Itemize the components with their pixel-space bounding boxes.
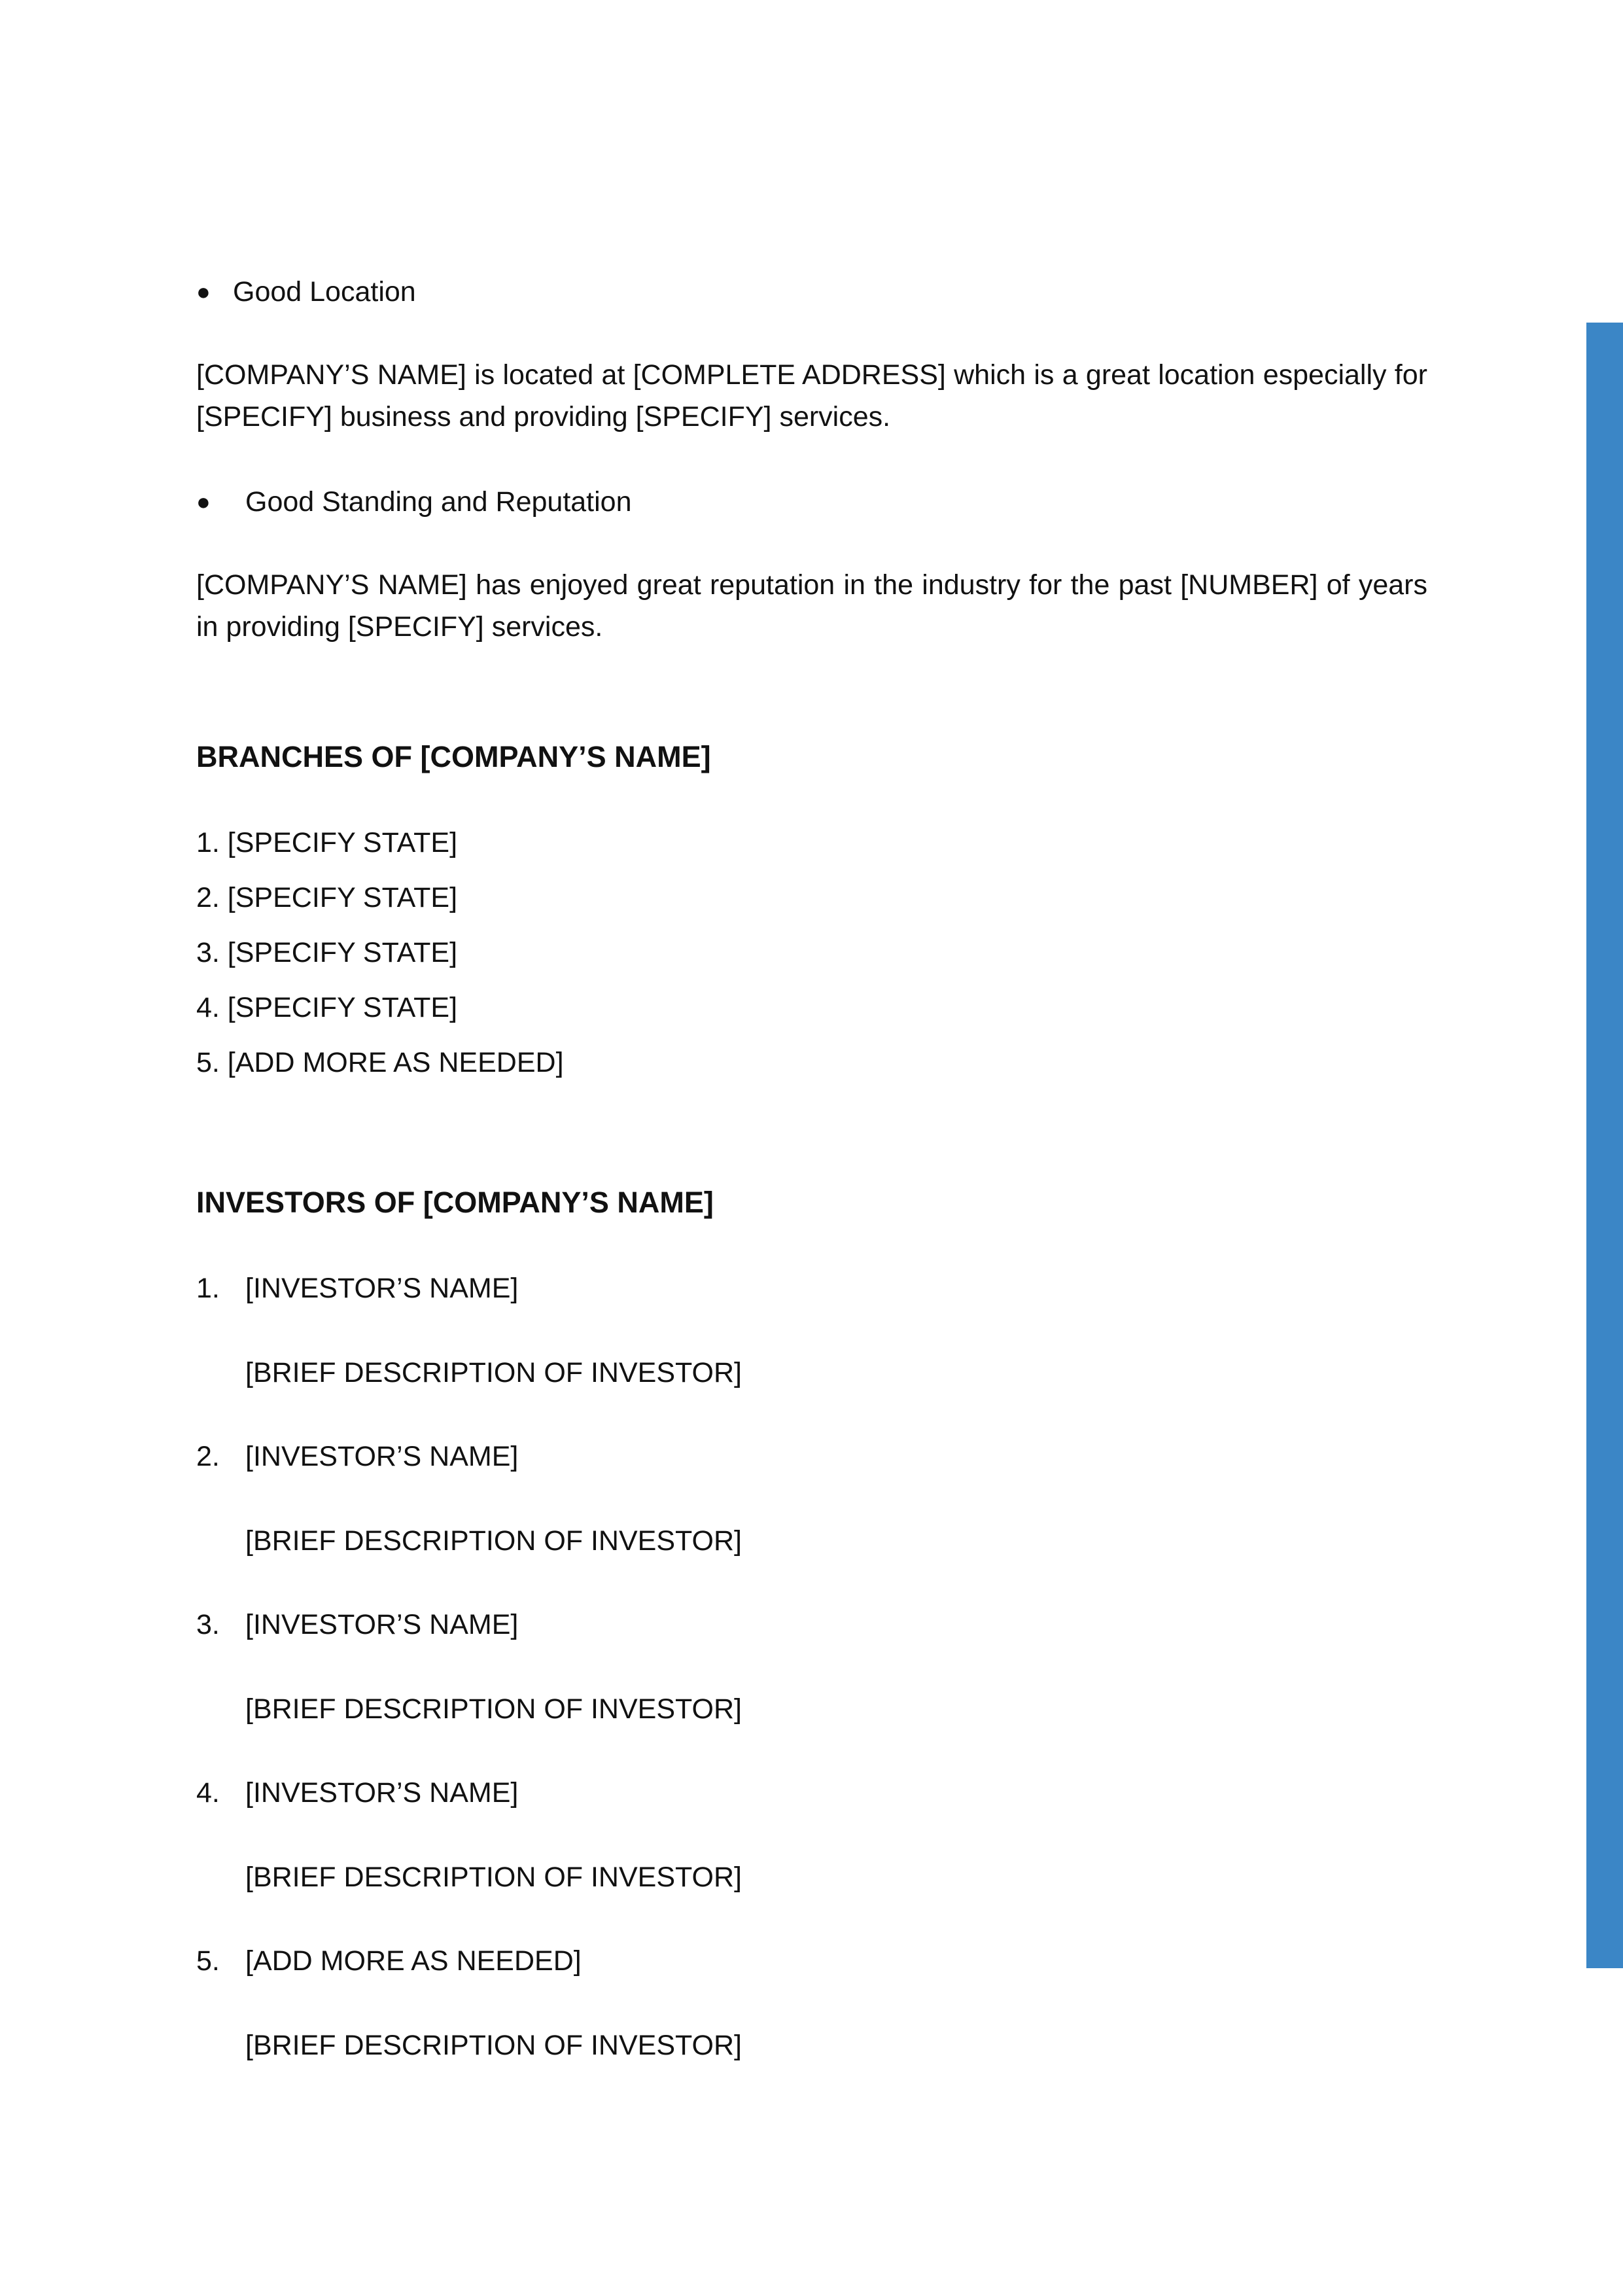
investor-number: 1. (196, 1273, 220, 1304)
investor-name: [INVESTOR’S NAME] (245, 1777, 519, 1809)
investor-number: 3. (196, 1609, 220, 1640)
investor-number: 4. (196, 1777, 220, 1809)
bullet-good-location: Good Location (233, 276, 416, 308)
investor-name: [INVESTOR’S NAME] (245, 1609, 519, 1640)
investor-number: 2. (196, 1441, 220, 1472)
investor-description: [BRIEF DESCRIPTION OF INVESTOR] (245, 2030, 742, 2061)
investors-heading: INVESTORS OF [COMPANY’S NAME] (196, 1186, 714, 1219)
branch-item: 4. [SPECIFY STATE] (196, 992, 458, 1023)
investor-description: [BRIEF DESCRIPTION OF INVESTOR] (245, 1525, 742, 1557)
branch-item: 1. [SPECIFY STATE] (196, 827, 458, 858)
investor-description: [BRIEF DESCRIPTION OF INVESTOR] (245, 1862, 742, 1893)
branch-item: 3. [SPECIFY STATE] (196, 937, 458, 968)
branch-item: 5. [ADD MORE AS NEEDED] (196, 1047, 564, 1078)
bullet-good-standing: Good Standing and Reputation (245, 486, 632, 518)
investor-name: [INVESTOR’S NAME] (245, 1441, 519, 1472)
investor-name: [ADD MORE AS NEEDED] (245, 1945, 582, 1977)
investor-description: [BRIEF DESCRIPTION OF INVESTOR] (245, 1357, 742, 1388)
branches-heading: BRANCHES OF [COMPANY’S NAME] (196, 740, 711, 773)
bullet-marker: ● (196, 488, 211, 515)
investor-description: [BRIEF DESCRIPTION OF INVESTOR] (245, 1693, 742, 1725)
branch-item: 2. [SPECIFY STATE] (196, 882, 458, 913)
bullet-marker: ● (196, 278, 211, 305)
decorative-side-bar (1586, 323, 1623, 1968)
paragraph-reputation: [COMPANY’S NAME] has enjoyed great reputation in the industry for the past [NUMBER] of years in providing [SPECIFY] services. (196, 569, 1427, 643)
investor-name: [INVESTOR’S NAME] (245, 1273, 519, 1304)
paragraph-location: [COMPANY’S NAME] is located at [COMPLETE ADDRESS] which is a great location especially for [SPECIFY] business and providing [SPECIFY] services. (196, 359, 1427, 433)
investor-number: 5. (196, 1945, 220, 1977)
